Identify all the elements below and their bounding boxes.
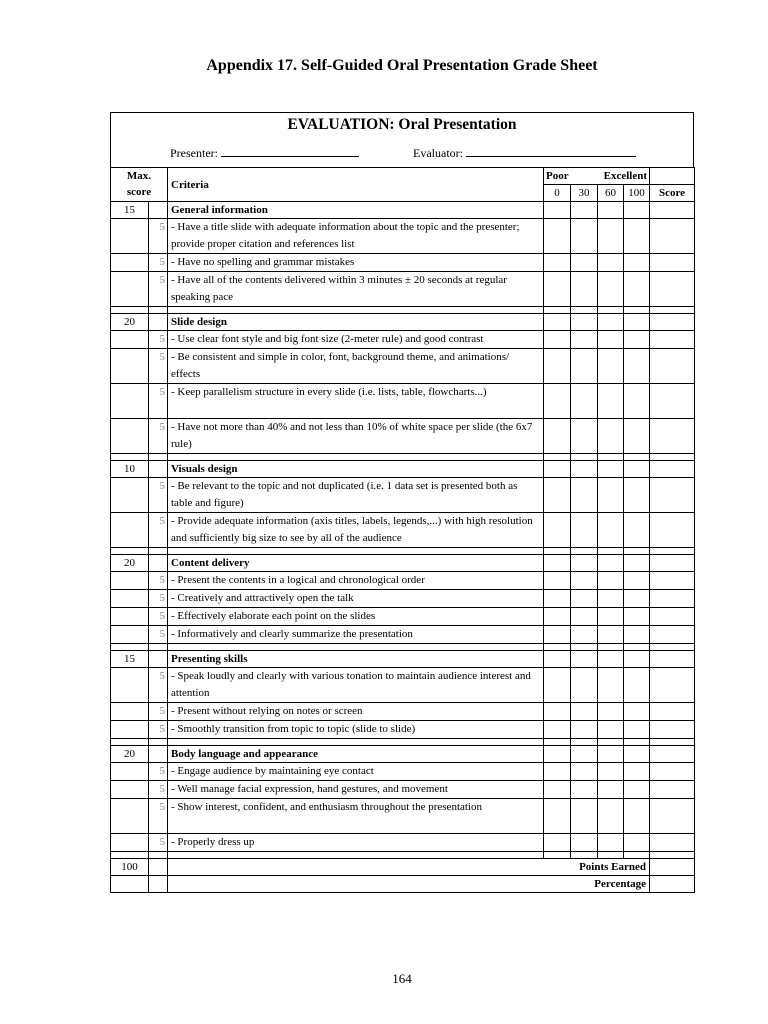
score-cell[interactable] xyxy=(650,608,695,626)
points-earned-label: Points Earned xyxy=(168,859,650,876)
rating-cell[interactable] xyxy=(544,349,571,384)
score-cell[interactable] xyxy=(650,384,695,419)
criterion-text: - Engage audience by maintaining eye contact xyxy=(168,763,544,781)
criterion-points: 5 xyxy=(149,721,168,739)
criterion-text: - Properly dress up xyxy=(168,834,544,852)
criterion-text: - Show interest, confident, and enthusiasm throughout the presentation xyxy=(168,799,544,834)
criterion-points: 5 xyxy=(149,513,168,548)
rating-cell[interactable] xyxy=(571,478,598,513)
criterion-points: 5 xyxy=(149,419,168,454)
level-30: 30 xyxy=(571,185,598,202)
criteria-header: Criteria xyxy=(168,168,544,202)
rating-cell[interactable] xyxy=(598,781,624,799)
score-cell[interactable] xyxy=(650,478,695,513)
section-row xyxy=(111,202,695,219)
criterion-points: 5 xyxy=(149,626,168,644)
rating-cell[interactable] xyxy=(571,703,598,721)
criterion-text: - Smoothly transition from topic to topic (slide to slide) xyxy=(168,721,544,739)
score-cell[interactable] xyxy=(650,799,695,834)
section-max: 20 xyxy=(111,314,149,331)
section-max: 20 xyxy=(111,555,149,572)
section-spacer xyxy=(111,307,695,314)
section-row xyxy=(111,461,695,478)
section-title: Content delivery xyxy=(168,555,544,572)
rating-cell[interactable] xyxy=(571,781,598,799)
criterion-text: - Be relevant to the topic and not duplicated (i.e. 1 data set is presented both as table and figure) xyxy=(168,478,544,513)
criterion-points: 5 xyxy=(149,572,168,590)
criterion-text: - Well manage facial expression, hand gestures, and movement xyxy=(168,781,544,799)
rating-cell[interactable] xyxy=(544,272,571,307)
rating-cell[interactable] xyxy=(624,572,650,590)
criterion-row xyxy=(111,419,695,454)
points-earned-row xyxy=(111,859,695,876)
score-cell[interactable] xyxy=(650,419,695,454)
criterion-text: - Informatively and clearly summarize the presentation xyxy=(168,626,544,644)
rating-cell[interactable] xyxy=(598,478,624,513)
header-row-1 xyxy=(111,168,695,185)
grade-table xyxy=(110,167,695,893)
points-earned-cell[interactable] xyxy=(650,859,695,876)
rating-cell[interactable] xyxy=(598,572,624,590)
rating-cell[interactable] xyxy=(598,721,624,739)
criterion-text: - Present without relying on notes or screen xyxy=(168,703,544,721)
rating-cell[interactable] xyxy=(544,331,571,349)
score-cell[interactable] xyxy=(650,721,695,739)
score-cell[interactable] xyxy=(650,254,695,272)
criterion-points: 5 xyxy=(149,781,168,799)
criterion-points: 5 xyxy=(149,331,168,349)
section-spacer xyxy=(111,852,695,859)
rating-cell[interactable] xyxy=(571,384,598,419)
criterion-row xyxy=(111,608,695,626)
max-score-header: Max. score xyxy=(111,168,168,202)
criterion-text: - Have no spelling and grammar mistakes xyxy=(168,254,544,272)
criterion-row xyxy=(111,668,695,703)
score-cell[interactable] xyxy=(650,572,695,590)
rating-cell[interactable] xyxy=(598,608,624,626)
section-spacer xyxy=(111,548,695,555)
total-max: 100 xyxy=(111,859,149,876)
criterion-row xyxy=(111,626,695,644)
rating-cell[interactable] xyxy=(624,668,650,703)
level-0: 0 xyxy=(544,185,571,202)
criterion-text: - Present the contents in a logical and chronological order xyxy=(168,572,544,590)
score-cell[interactable] xyxy=(650,513,695,548)
section-row xyxy=(111,651,695,668)
rating-cell[interactable] xyxy=(624,349,650,384)
criterion-points: 5 xyxy=(149,834,168,852)
rating-cell[interactable] xyxy=(624,590,650,608)
criterion-points: 5 xyxy=(149,272,168,307)
percentage-label: Percentage xyxy=(168,876,650,893)
section-max: 15 xyxy=(111,202,149,219)
criterion-text: - Have a title slide with adequate information about the topic and the presenter; provide proper citation and references list xyxy=(168,219,544,254)
section-spacer xyxy=(111,644,695,651)
rating-cell[interactable] xyxy=(571,219,598,254)
rating-cell[interactable] xyxy=(598,513,624,548)
score-cell[interactable] xyxy=(650,703,695,721)
evaluator-field[interactable] xyxy=(413,146,636,161)
criterion-text: - Have all of the contents delivered within 3 minutes ± 20 seconds at regular speaking pace xyxy=(168,272,544,307)
percentage-row xyxy=(111,876,695,893)
rating-cell[interactable] xyxy=(571,254,598,272)
rating-cell[interactable] xyxy=(571,590,598,608)
section-spacer xyxy=(111,739,695,746)
criterion-row xyxy=(111,572,695,590)
rating-cell[interactable] xyxy=(624,272,650,307)
section-max: 20 xyxy=(111,746,149,763)
rating-cell[interactable] xyxy=(571,349,598,384)
rating-cell[interactable] xyxy=(624,781,650,799)
criterion-row xyxy=(111,703,695,721)
level-60: 60 xyxy=(598,185,624,202)
score-cell[interactable] xyxy=(650,763,695,781)
rating-cell[interactable] xyxy=(544,419,571,454)
rating-cell[interactable] xyxy=(598,668,624,703)
criterion-text: - Use clear font style and big font size (2-meter rule) and good contrast xyxy=(168,331,544,349)
section-title: Visuals design xyxy=(168,461,544,478)
rating-cell[interactable] xyxy=(624,331,650,349)
rating-cell[interactable] xyxy=(544,721,571,739)
section-title: General information xyxy=(168,202,544,219)
score-cell[interactable] xyxy=(650,331,695,349)
criterion-points: 5 xyxy=(149,349,168,384)
section-title: Presenting skills xyxy=(168,651,544,668)
criterion-points: 5 xyxy=(149,703,168,721)
rating-cell[interactable] xyxy=(598,384,624,419)
criterion-points: 5 xyxy=(149,590,168,608)
rating-cell[interactable] xyxy=(598,219,624,254)
rating-cell[interactable] xyxy=(544,799,571,834)
rating-cell[interactable] xyxy=(624,384,650,419)
section-max: 10 xyxy=(111,461,149,478)
criterion-row xyxy=(111,478,695,513)
section-max: 15 xyxy=(111,651,149,668)
excellent-label: Excellent xyxy=(603,170,647,182)
page-number: 164 xyxy=(392,971,412,986)
rating-cell[interactable] xyxy=(571,419,598,454)
rating-cell[interactable] xyxy=(624,478,650,513)
criterion-row xyxy=(111,834,695,852)
rating-cell[interactable] xyxy=(598,763,624,781)
criterion-row xyxy=(111,513,695,548)
rating-cell[interactable] xyxy=(571,608,598,626)
section-row xyxy=(111,555,695,572)
section-row xyxy=(111,314,695,331)
criterion-points: 5 xyxy=(149,254,168,272)
form-title: EVALUATION: Oral Presentation xyxy=(287,116,517,133)
rating-cell[interactable] xyxy=(544,219,571,254)
score-cell[interactable] xyxy=(650,590,695,608)
rating-cell[interactable] xyxy=(571,721,598,739)
presenter-label: Presenter: xyxy=(170,146,218,160)
criterion-row xyxy=(111,219,695,254)
scale-header xyxy=(544,168,650,185)
criterion-text: - Speak loudly and clearly with various tonation to maintain audience interest and attention xyxy=(168,668,544,703)
rating-cell[interactable] xyxy=(571,668,598,703)
criterion-text: - Be consistent and simple in color, font, background theme, and animations/ effects xyxy=(168,349,544,384)
rating-cell[interactable] xyxy=(544,590,571,608)
criterion-row xyxy=(111,254,695,272)
criterion-text: - Provide adequate information (axis titles, labels, legends,...) with high resolution and sufficiently big size to see by all of the audience xyxy=(168,513,544,548)
rating-cell[interactable] xyxy=(598,254,624,272)
rating-cell[interactable] xyxy=(571,799,598,834)
rating-cell[interactable] xyxy=(624,513,650,548)
rating-cell[interactable] xyxy=(571,272,598,307)
criterion-row xyxy=(111,349,695,384)
rating-cell[interactable] xyxy=(598,626,624,644)
rating-cell[interactable] xyxy=(624,799,650,834)
score-cell[interactable] xyxy=(650,219,695,254)
document-title: Appendix 17. Self-Guided Oral Presentation Grade Sheet xyxy=(206,57,598,74)
criterion-points: 5 xyxy=(149,668,168,703)
criterion-text: - Effectively elaborate each point on the slides xyxy=(168,608,544,626)
criterion-points: 5 xyxy=(149,384,168,419)
criterion-text: - Keep parallelism structure in every slide (i.e. lists, table, flowcharts...) xyxy=(168,384,544,419)
rating-cell[interactable] xyxy=(544,626,571,644)
criterion-text: - Creatively and attractively open the talk xyxy=(168,590,544,608)
rating-cell[interactable] xyxy=(624,626,650,644)
rating-cell[interactable] xyxy=(544,478,571,513)
score-cell[interactable] xyxy=(650,668,695,703)
rating-cell[interactable] xyxy=(544,384,571,419)
rating-cell[interactable] xyxy=(624,419,650,454)
criterion-row xyxy=(111,781,695,799)
rating-cell[interactable] xyxy=(624,608,650,626)
section-row xyxy=(111,746,695,763)
rating-cell[interactable] xyxy=(544,513,571,548)
rating-cell[interactable] xyxy=(598,834,624,852)
score-cell[interactable] xyxy=(650,349,695,384)
criterion-row xyxy=(111,272,695,307)
evaluator-blank[interactable] xyxy=(466,146,636,157)
rating-cell[interactable] xyxy=(624,254,650,272)
criterion-points: 5 xyxy=(149,608,168,626)
presenter-blank[interactable] xyxy=(221,146,359,157)
rating-cell[interactable] xyxy=(571,331,598,349)
rating-cell[interactable] xyxy=(624,763,650,781)
section-title: Body language and appearance xyxy=(168,746,544,763)
rating-cell[interactable] xyxy=(624,703,650,721)
poor-label: Poor xyxy=(546,170,569,182)
rating-cell[interactable] xyxy=(624,834,650,852)
criterion-text: - Have not more than 40% and not less than 10% of white space per slide (the 6x7 rule) xyxy=(168,419,544,454)
criterion-points: 5 xyxy=(149,763,168,781)
rating-cell[interactable] xyxy=(571,572,598,590)
section-spacer xyxy=(111,454,695,461)
rating-cell[interactable] xyxy=(598,799,624,834)
rating-cell[interactable] xyxy=(624,721,650,739)
score-cell[interactable] xyxy=(650,781,695,799)
score-cell[interactable] xyxy=(650,834,695,852)
criterion-row xyxy=(111,384,695,419)
presenter-field[interactable] xyxy=(170,146,359,161)
rating-cell[interactable] xyxy=(544,668,571,703)
section-title: Slide design xyxy=(168,314,544,331)
criterion-points: 5 xyxy=(149,799,168,834)
rating-cell[interactable] xyxy=(571,626,598,644)
score-cell[interactable] xyxy=(650,272,695,307)
rating-cell[interactable] xyxy=(598,349,624,384)
rating-cell[interactable] xyxy=(544,572,571,590)
rating-cell[interactable] xyxy=(598,590,624,608)
rating-cell[interactable] xyxy=(571,834,598,852)
rating-cell[interactable] xyxy=(544,763,571,781)
percentage-cell[interactable] xyxy=(650,876,695,893)
score-header: Score xyxy=(650,185,695,202)
evaluator-label: Evaluator: xyxy=(413,146,463,160)
rating-cell[interactable] xyxy=(624,219,650,254)
rating-cell[interactable] xyxy=(544,254,571,272)
rating-cell[interactable] xyxy=(544,781,571,799)
rating-cell[interactable] xyxy=(598,331,624,349)
rating-cell[interactable] xyxy=(544,608,571,626)
score-cell[interactable] xyxy=(650,626,695,644)
level-100: 100 xyxy=(624,185,650,202)
criterion-row xyxy=(111,721,695,739)
rating-cell[interactable] xyxy=(598,703,624,721)
score-header-top xyxy=(650,168,695,185)
rating-cell[interactable] xyxy=(598,419,624,454)
criterion-points: 5 xyxy=(149,478,168,513)
criterion-row xyxy=(111,763,695,781)
rating-cell[interactable] xyxy=(571,763,598,781)
rating-cell[interactable] xyxy=(571,513,598,548)
rating-cell[interactable] xyxy=(544,703,571,721)
criterion-row xyxy=(111,590,695,608)
criterion-points: 5 xyxy=(149,219,168,254)
rating-cell[interactable] xyxy=(598,272,624,307)
criterion-row xyxy=(111,331,695,349)
criterion-row xyxy=(111,799,695,834)
rating-cell[interactable] xyxy=(544,834,571,852)
